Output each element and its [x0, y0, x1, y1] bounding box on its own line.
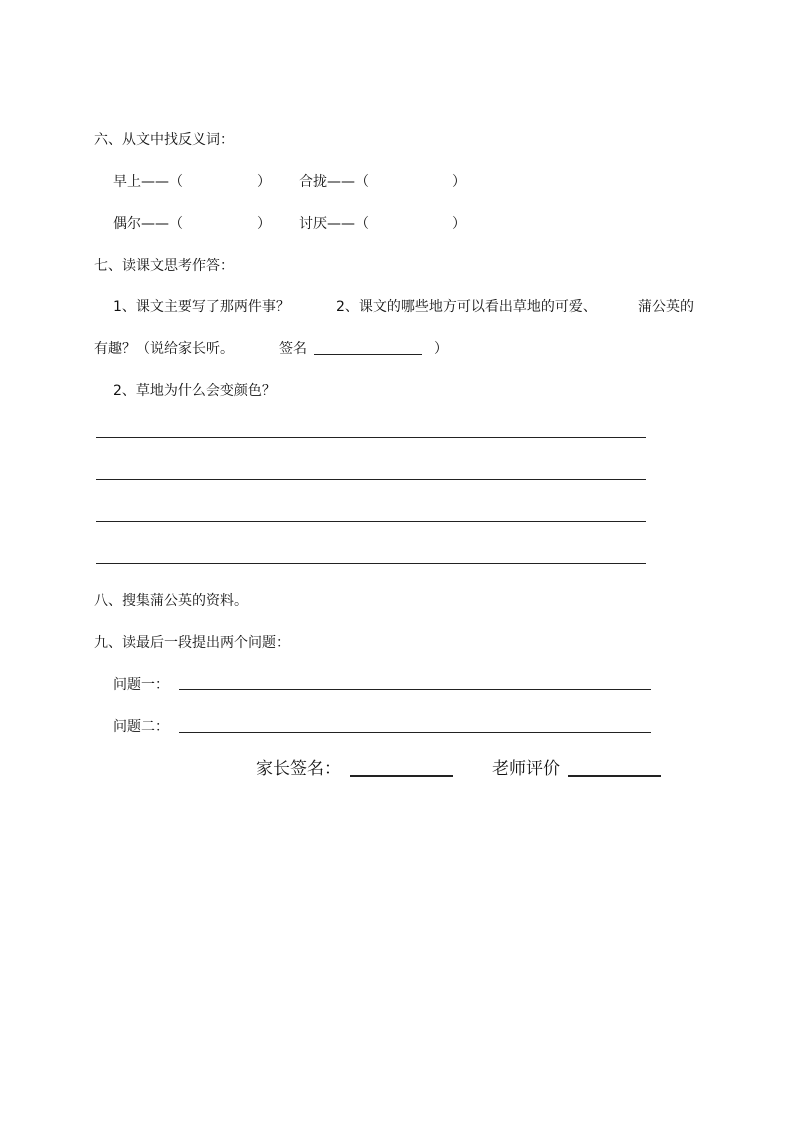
sign-line[interactable] [314, 354, 422, 355]
antonym-3-close: ） [257, 216, 271, 232]
answer-line-4[interactable] [96, 563, 646, 564]
teacher-eval-line[interactable] [568, 775, 661, 777]
question-one-line[interactable] [179, 689, 651, 690]
question-1a: 1、课文主要写了那两件事？ [113, 299, 290, 315]
question-one-label: 问题一： [113, 677, 169, 693]
antonym-2-label: 合拢——（ [299, 174, 369, 190]
section-8-title: 八、搜集蒲公英的资料。 [94, 593, 248, 609]
antonym-2-close: ） [452, 174, 466, 190]
question-1c: 蒲公英的 [638, 299, 694, 315]
answer-line-3[interactable] [96, 521, 646, 522]
section-6-title: 六、从文中找反义词： [94, 132, 234, 148]
answer-line-1[interactable] [96, 437, 646, 438]
question-2: 2、草地为什么会变颜色？ [113, 383, 276, 399]
section-7-title: 七、读课文思考作答： [94, 258, 234, 274]
antonym-1-label: 早上——（ [113, 174, 183, 190]
question-1b: 2、课文的哪些地方可以看出草地的可爱、 [336, 299, 597, 315]
antonym-4-close: ） [452, 216, 466, 232]
question-two-label: 问题二： [113, 719, 169, 735]
teacher-eval-label: 老师评价 [492, 759, 560, 779]
antonym-1-close: ） [257, 174, 271, 190]
question-two-line[interactable] [179, 732, 651, 733]
antonym-4-label: 讨厌——（ [299, 216, 369, 232]
question-1d: 有趣？（说给家长听。 [94, 341, 234, 357]
sign-label: 签名 [279, 341, 307, 357]
sign-close: ） [434, 341, 448, 357]
parent-sign-line[interactable] [350, 775, 453, 777]
answer-line-2[interactable] [96, 479, 646, 480]
antonym-3-label: 偶尔——（ [113, 216, 183, 232]
section-9-title: 九、读最后一段提出两个问题： [94, 635, 290, 651]
parent-sign-label: 家长签名： [256, 759, 341, 779]
